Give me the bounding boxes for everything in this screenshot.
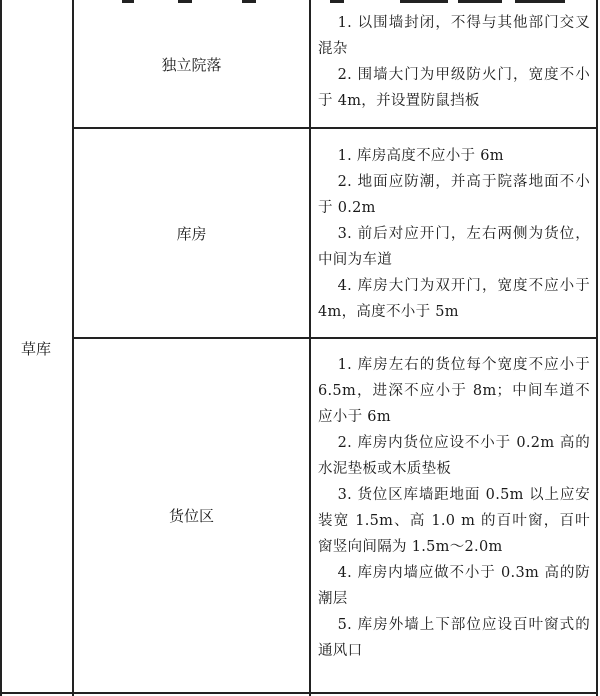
requirement-item: 4. 库房大门为双开门，宽度不应小于 4m，高度不小于 5m xyxy=(318,278,590,320)
requirement-item: 1. 库房高度不应小于 6m xyxy=(337,148,504,164)
section-name-cell xyxy=(74,2,309,127)
requirements-cell xyxy=(318,143,590,325)
section-name: 货位区 xyxy=(168,507,214,525)
requirement-item: 5. 库房外墙上下部位应设百叶窗式的通风口 xyxy=(318,617,590,659)
requirement-item: 2. 地面应防潮，并高于院落地面不小于 0.2m xyxy=(318,174,590,216)
requirement-item: 4. 库房内墙应做不小于 0.3m 高的防潮层 xyxy=(318,565,590,607)
section-name: 独立院落 xyxy=(161,56,222,74)
clipped-row-mark xyxy=(400,0,448,3)
requirement-item: 1. 以围墙封闭，不得与其他部门交叉混杂 xyxy=(318,15,590,57)
requirements-cell xyxy=(318,10,590,114)
table-border-right xyxy=(596,0,598,696)
table-divider-subcategory xyxy=(309,0,311,696)
requirement-item: 3. 货位区库墙距地面 0.5m 以上应安装宽 1.5m、高 1.0 m 的百叶窗，百叶窗竖向间隔为 1.5m～2.0m xyxy=(318,487,590,555)
requirement-item: 2. 库房内货位应设不小于 0.2m 高的水泥垫板或木质垫板 xyxy=(318,435,590,477)
clipped-row-mark xyxy=(515,0,565,3)
clipped-row-mark xyxy=(330,0,344,3)
requirements-cell xyxy=(318,352,590,664)
requirement-item: 1. 库房左右的货位每个宽度不应小于 6.5m，进深不应小于 8m；中间车道不应小于 6m xyxy=(318,357,590,425)
category-label: 草库 xyxy=(20,339,51,358)
section-name: 库房 xyxy=(176,224,207,243)
requirement-item: 3. 前后对应开门，左右两侧为货位，中间为车道 xyxy=(318,226,590,268)
category-cell xyxy=(0,0,72,696)
section-name-cell xyxy=(74,339,309,692)
section-name-cell xyxy=(74,129,309,337)
clipped-row-mark xyxy=(458,0,502,3)
requirement-item: 2. 围墙大门为甲级防火门，宽度不小于 4m，并设置防鼠挡板 xyxy=(318,67,590,109)
table-border-bottom xyxy=(0,692,598,694)
